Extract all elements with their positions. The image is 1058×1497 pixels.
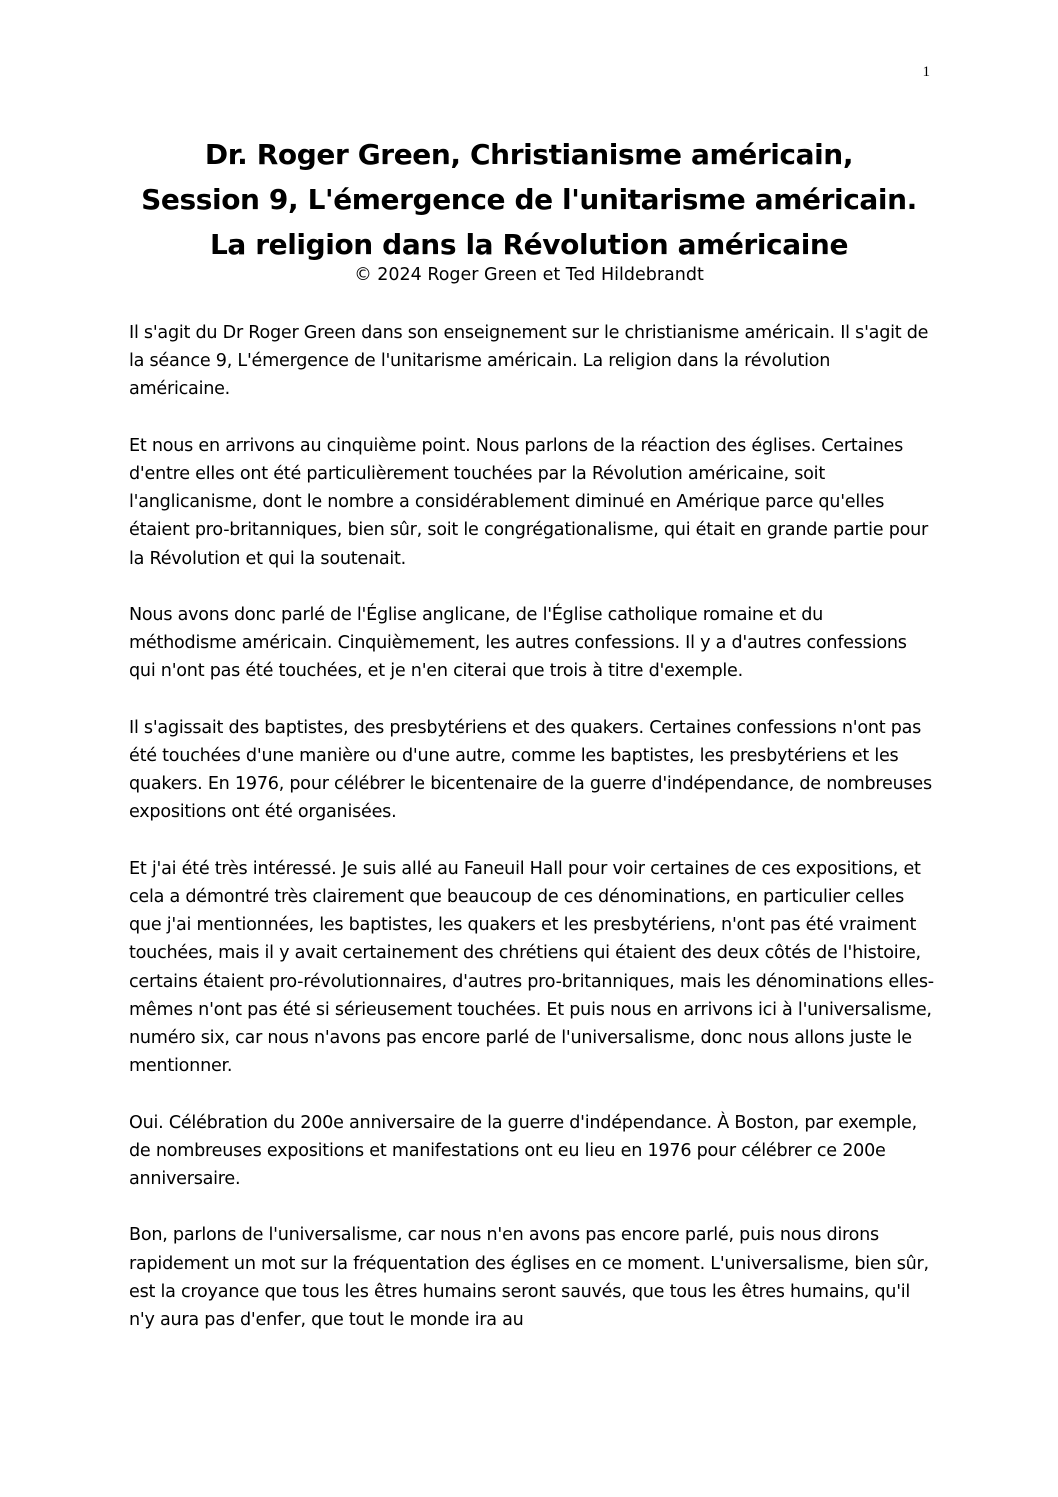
- paragraph-1: Il s'agit du Dr Roger Green dans son enseignement sur le christianisme américain. Il s'agit de la séance 9, L'émergence de l'unitarisme américain. La religion dans la révolution américaine.: [129, 323, 929, 400]
- paragraph-2: Et nous en arrivons au cinquième point. Nous parlons de la réaction des églises. Certaines d'entre elles ont été particulièrement touchées par la Révolution américaine, soit l'anglicanisme, dont le nombre a considérablement diminué en Amérique parce qu'elles étaient pro-britanniques, bien sûr, soit le congrégationalisme, qui était en grande partie pour la Révolution et qui la soutenait.: [129, 435, 929, 569]
- document-title-line-2: Session 9, L'émergence de l'unitarisme américain.: [141, 183, 917, 216]
- copyright-notice: © 2024 Roger Green et Ted Hildebrandt: [354, 265, 704, 285]
- paragraph-5: Et j'ai été très intéressé. Je suis allé au Faneuil Hall pour voir certaines de ces expositions, et cela a démontré très clairement que beaucoup de ces dénominations, en particulier celles que j'ai mentionnées, les baptistes, les quakers et les presbytériens, n'ont pas été vraiment touchées, mais il y avait certainement des chrétiens qui étaient des deux côtés de l'histoire, certains étaient pro-révolutionnaires, d'autres pro-britanniques, mais les dénominations elles-mêmes n'ont pas été si sérieusement touchées. Et puis nous en arrivons ici à l'universalisme, numéro six, car nous n'avons pas encore parlé de l'universalisme, donc nous allons juste le mentionner.: [129, 858, 934, 1077]
- paragraph-6: Oui. Célébration du 200e anniversaire de la guerre d'indépendance. À Boston, par exemple, de nombreuses expositions et manifestations ont eu lieu en 1976 pour célébrer ce 200e anniversaire.: [129, 1112, 917, 1190]
- document-title-line-1: Dr. Roger Green, Christianisme américain,: [204, 138, 854, 171]
- document-header: [0, 132, 1058, 287]
- paragraph-4: Il s'agissait des baptistes, des presbytériens et des quakers. Certaines confessions n'ont pas été touchées d'une manière ou d'une autre, comme les baptistes, les presbytériens et les quakers. En 1976, pour célébrer le bicentenaire de la guerre d'indépendance, de nombreuses expositions ont été organisées.: [129, 717, 932, 823]
- page-number: 1: [922, 64, 930, 80]
- document-title-line-3: La religion dans la Révolution américaine: [209, 228, 849, 261]
- document-body: [129, 319, 934, 1362]
- paragraph-3: Nous avons donc parlé de l'Église anglicane, de l'Église catholique romaine et du méthodisme américain. Cinquièmement, les autres confessions. Il y a d'autres confessions qui n'ont pas été touchées, et je n'en citerai que trois à titre d'exemple.: [129, 605, 907, 682]
- paragraph-7: Bon, parlons de l'universalisme, car nous n'en avons pas encore parlé, puis nous dirons rapidement un mot sur la fréquentation des églises en ce moment. L'universalisme, bien sûr, est la croyance que tous les êtres humains seront sauvés, que tous les êtres humains, qu'il n'y aura pas d'enfer, que tout le monde ira au: [129, 1225, 929, 1331]
